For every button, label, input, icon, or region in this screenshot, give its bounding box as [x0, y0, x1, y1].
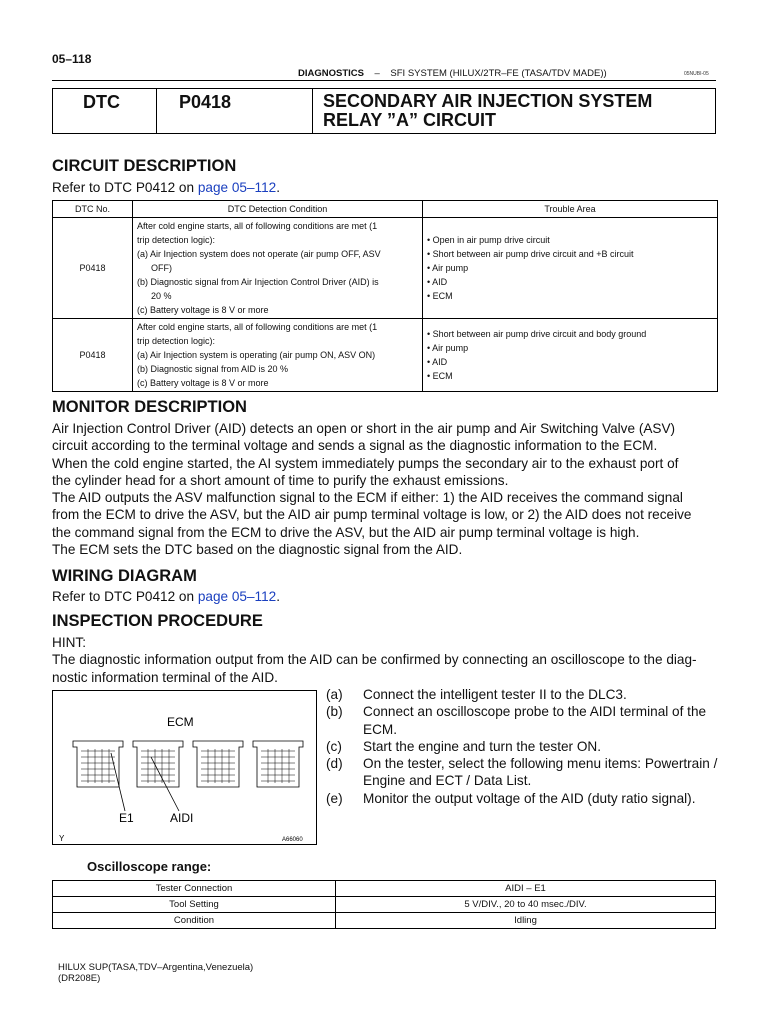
- row2-trouble-item: • Air pump: [427, 343, 469, 353]
- monitor-line: When the cold engine started, the AI system immediately pumps the secondary air to the exhaust port of: [52, 455, 679, 471]
- oscilloscope-range-table: [52, 880, 716, 929]
- circuit-refer-link[interactable]: page 05–112: [197, 180, 277, 195]
- row1-trouble-item: • Air pump: [427, 263, 469, 273]
- row1-dtc: P0418: [53, 218, 133, 319]
- row1-condition-line: (a) Air Injection system does not operate (air pump OFF, ASV: [137, 249, 381, 259]
- row1-condition-line: 20 %: [151, 291, 172, 301]
- monitor-line: Air Injection Control Driver (AID) detects an open or short in the air pump and Air Switching Valve (ASV): [52, 421, 676, 436]
- monitor-line: the cylinder head for a short amount of time to purify the exhaust emissions.: [52, 472, 509, 488]
- table-row: [53, 218, 718, 319]
- row2-trouble-item: • ECM: [427, 371, 453, 381]
- table-row: [53, 913, 716, 929]
- row1-trouble: [423, 218, 718, 319]
- table-header-condition: DTC Detection Condition: [133, 201, 423, 218]
- step-text: Connect the intelligent tester II to the DLC3.: [363, 687, 627, 702]
- step-label: (c): [326, 738, 342, 754]
- running-header: [298, 68, 607, 79]
- wiring-refer-link[interactable]: page 05–112: [197, 589, 277, 604]
- row1-conditions: [133, 218, 423, 319]
- header-dash: –: [374, 68, 380, 79]
- row1-condition-line: trip detection logic):: [137, 235, 216, 245]
- figure-corner-label: Y: [59, 834, 65, 843]
- osc-value: 5 V/DIV., 20 to 40 msec./DIV.: [336, 897, 716, 913]
- step-text: Start the engine and turn the tester ON.: [363, 738, 602, 754]
- footer: [58, 962, 253, 984]
- step-label: (a): [326, 687, 343, 702]
- row1-trouble-item: • Open in air pump drive circuit: [427, 235, 550, 245]
- row2-condition-line: (c) Battery voltage is 8 V or more: [137, 378, 269, 388]
- step-label: (b): [326, 704, 343, 720]
- osc-item: Condition: [53, 913, 336, 929]
- header-code: 05NUBI-05: [684, 71, 709, 77]
- row2-condition-line: (b) Diagnostic signal from AID is 20 %: [137, 364, 289, 374]
- monitor-description-heading: MONITOR DESCRIPTION: [52, 398, 247, 416]
- hint-label: HINT:: [52, 635, 86, 650]
- wiring-refer-suffix: .: [276, 589, 280, 604]
- row1-condition-line: (b) Diagnostic signal from Air Injection Control Driver (AID) is: [137, 277, 379, 287]
- osc-value: AIDI – E1: [336, 881, 716, 897]
- osc-item: Tool Setting: [53, 897, 336, 913]
- table-row: [53, 881, 716, 897]
- osc-value: Idling: [336, 913, 716, 929]
- table-header-dtc-no: DTC No.: [53, 201, 133, 218]
- connector-shape: [193, 741, 243, 787]
- dtc-title-line2: RELAY ”A” CIRCUIT: [323, 110, 497, 130]
- monitor-line: The ECM sets the DTC based on the diagnostic signal from the AID.: [52, 542, 463, 558]
- figure-code: A66060: [282, 837, 303, 843]
- page-number: 05–118: [52, 52, 92, 66]
- hint-line: The diagnostic information output from the AID can be confirmed by connecting an oscilloscope to the diag-: [52, 652, 697, 668]
- header-section: DIAGNOSTICS: [298, 68, 364, 79]
- connector-pins: [81, 749, 295, 783]
- step-text: On the tester, select the following menu items: Powertrain / Engine and ECT / Data List.: [363, 756, 718, 789]
- dtc-label: DTC: [53, 89, 157, 133]
- footer-model: HILUX SUP(TASA,TDV–Argentina,Venezuela): [58, 962, 254, 973]
- row1-condition-line: (c) Battery voltage is 8 V or more: [137, 305, 269, 315]
- monitor-line: from the ECM to drive the ASV, but the AID air pump terminal voltage is low, or 2) the AID does not receive: [52, 507, 692, 523]
- circuit-refer-text: [52, 179, 718, 196]
- step-text: Monitor the output voltage of the AID (duty ratio signal).: [363, 790, 696, 806]
- row1-condition-line: After cold engine starts, all of following conditions are met (1: [137, 221, 378, 231]
- step-d: [326, 755, 726, 790]
- header-system: SFI SYSTEM (HILUX/2TR–FE (TASA/TDV MADE)): [390, 68, 607, 79]
- step-label: (e): [326, 790, 343, 806]
- step-e: [326, 790, 726, 807]
- table-row: [53, 319, 718, 392]
- row2-trouble-item: • Short between air pump drive circuit and body ground: [427, 329, 647, 339]
- header-rule: [52, 80, 716, 81]
- monitor-line: the command signal from the ECM to drive the ASV, but the AID air pump terminal voltage is high.: [52, 524, 640, 540]
- row1-trouble-item: • Short between air pump drive circuit and +B circuit: [427, 249, 634, 259]
- dtc-title: [313, 89, 715, 133]
- row2-dtc: P0418: [53, 319, 133, 392]
- inspection-hint: [52, 634, 718, 686]
- wiring-refer-prefix: Refer to DTC P0412 on: [52, 589, 198, 604]
- step-c: [326, 738, 726, 755]
- hint-line: nostic information terminal of the AID.: [52, 669, 278, 685]
- step-label: (d): [326, 756, 343, 772]
- e1-label: E1: [119, 811, 134, 825]
- row2-condition-line: After cold engine starts, all of following conditions are met (1: [137, 322, 378, 332]
- step-a: [326, 686, 726, 703]
- osc-item: Tester Connection: [53, 881, 336, 897]
- table-row: [53, 897, 716, 913]
- circuit-description-heading: CIRCUIT DESCRIPTION: [52, 157, 237, 175]
- dtc-title-box: [52, 88, 716, 134]
- wiring-diagram-heading: WIRING DIAGRAM: [52, 567, 197, 585]
- inspection-procedure-heading: INSPECTION PROCEDURE: [52, 612, 263, 630]
- footer-code: (DR208E): [58, 973, 101, 984]
- row2-trouble-item: • AID: [427, 357, 448, 367]
- e1-leader: [111, 753, 125, 811]
- ecm-connector-figure: [52, 690, 317, 845]
- inspection-steps: [326, 686, 726, 807]
- monitor-description-text: [52, 420, 718, 558]
- circuit-refer-suffix: .: [276, 180, 280, 195]
- monitor-line: The AID outputs the ASV malfunction signal to the ECM if either: 1) the AID receives the command signal: [52, 490, 683, 506]
- aidi-leader: [151, 757, 179, 811]
- row1-trouble-item: • AID: [427, 277, 448, 287]
- dtc-title-line1: SECONDARY AIR INJECTION SYSTEM: [323, 91, 653, 111]
- ecm-connector-diagram: [53, 691, 318, 846]
- aidi-label: AIDI: [170, 811, 194, 825]
- connector-group: [73, 741, 303, 787]
- connector-shape: [133, 741, 183, 787]
- step-b: [326, 703, 726, 738]
- row1-condition-line: OFF): [151, 263, 172, 273]
- oscilloscope-range-heading: Oscilloscope range:: [87, 859, 212, 874]
- row2-trouble: [423, 319, 718, 392]
- row2-condition-line: trip detection logic):: [137, 336, 216, 346]
- circuit-refer-prefix: Refer to DTC P0412 on: [52, 180, 198, 195]
- step-text: Connect an oscilloscope probe to the AIDI terminal of the ECM.: [363, 704, 707, 737]
- table-header-trouble-area: Trouble Area: [423, 201, 718, 218]
- connector-shape: [73, 741, 123, 787]
- row2-conditions: [133, 319, 423, 392]
- monitor-line: circuit according to the terminal voltage and sends a signal as the diagnostic information to the ECM.: [52, 438, 658, 454]
- ecm-label: ECM: [167, 715, 194, 729]
- row2-condition-line: (a) Air Injection system is operating (air pump ON, ASV ON): [137, 350, 376, 360]
- dtc-code: P0418: [157, 89, 313, 133]
- dtc-detection-table: [52, 200, 718, 392]
- row1-trouble-item: • ECM: [427, 291, 453, 301]
- wiring-refer-text: [52, 588, 718, 605]
- connector-shape: [253, 741, 303, 787]
